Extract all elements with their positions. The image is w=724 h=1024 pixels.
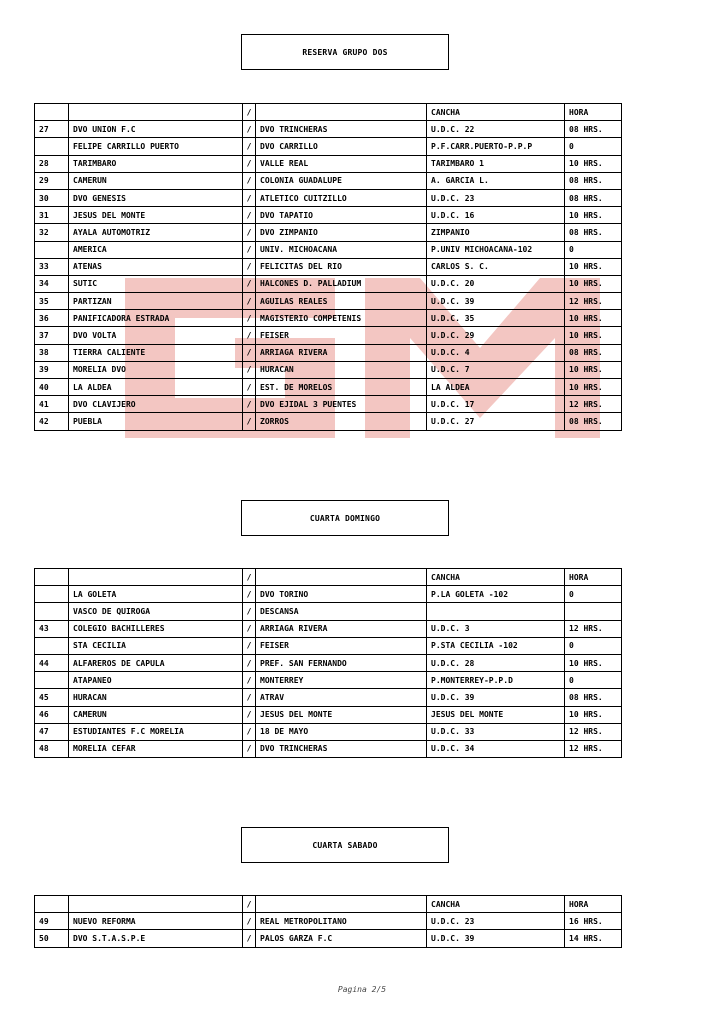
- cell-time: 10 HRS.: [565, 654, 622, 671]
- table-row: [35, 189, 622, 206]
- table-row: [35, 672, 622, 689]
- table-row: [35, 413, 622, 430]
- cell-field: U.D.C. 7: [427, 361, 565, 378]
- cell-home-team: LA GOLETA: [69, 586, 243, 603]
- cell-time: 12 HRS.: [565, 723, 622, 740]
- cell-match-number: 47: [35, 723, 69, 740]
- cell-home-team: FELIPE CARRILLO PUERTO: [69, 138, 243, 155]
- cell-home-team: PANIFICADORA ESTRADA: [69, 310, 243, 327]
- cell-time: 08 HRS.: [565, 344, 622, 361]
- cell-away-team: DVO TAPATIO: [256, 207, 427, 224]
- table-row: [35, 379, 622, 396]
- cell-time: 14 HRS.: [565, 930, 622, 947]
- cell-away-team: HURACAN: [256, 361, 427, 378]
- header-time: HORA: [565, 569, 622, 586]
- table-row: [35, 293, 622, 310]
- table-row: [35, 344, 622, 361]
- table-row: [35, 241, 622, 258]
- cell-separator: /: [243, 121, 256, 138]
- cell-home-team: DVO CLAVIJERO: [69, 396, 243, 413]
- cell-home-team: DVO S.T.A.S.P.E: [69, 930, 243, 947]
- cell-separator: /: [243, 396, 256, 413]
- cell-separator: /: [243, 379, 256, 396]
- cell-away-team: JESUS DEL MONTE: [256, 706, 427, 723]
- cell-away-team: REAL METROPOLITANO: [256, 913, 427, 930]
- cell-home-team: PUEBLA: [69, 413, 243, 430]
- table-row: [35, 327, 622, 344]
- cell-field: U.D.C. 28: [427, 654, 565, 671]
- cell-separator: /: [243, 361, 256, 378]
- cell-time: 0: [565, 586, 622, 603]
- cell-field: U.D.C. 20: [427, 275, 565, 292]
- cell-separator: /: [243, 706, 256, 723]
- cell-away-team: 18 DE MAYO: [256, 723, 427, 740]
- table-header-row: [35, 896, 622, 913]
- cell-field: U.D.C. 33: [427, 723, 565, 740]
- cell-field: P.LA GOLETA -102: [427, 586, 565, 603]
- schedule-table-cuarta-domingo: [34, 568, 622, 758]
- cell-time: 10 HRS.: [565, 207, 622, 224]
- cell-separator: /: [243, 344, 256, 361]
- cell-away-team: ARRIAGA RIVERA: [256, 344, 427, 361]
- cell-time: 08 HRS.: [565, 121, 622, 138]
- cell-away-team: DVO EJIDAL 3 PUENTES: [256, 396, 427, 413]
- cell-time: 0: [565, 241, 622, 258]
- cell-field: U.D.C. 17: [427, 396, 565, 413]
- table-row: [35, 913, 622, 930]
- cell-time: 12 HRS.: [565, 740, 622, 757]
- table-row: [35, 310, 622, 327]
- cell-match-number: 36: [35, 310, 69, 327]
- cell-match-number: 49: [35, 913, 69, 930]
- cell-home-team: COLEGIO BACHILLERES: [69, 620, 243, 637]
- cell-time: 08 HRS.: [565, 189, 622, 206]
- table-row: [35, 706, 622, 723]
- cell-time: 16 HRS.: [565, 913, 622, 930]
- cell-field: U.D.C. 4: [427, 344, 565, 361]
- header-away-team: [256, 569, 427, 586]
- cell-separator: /: [243, 138, 256, 155]
- cell-match-number: 30: [35, 189, 69, 206]
- table-row: [35, 930, 622, 947]
- cell-away-team: DESCANSA: [256, 603, 427, 620]
- cell-field: TARIMBARO 1: [427, 155, 565, 172]
- cell-separator: /: [243, 293, 256, 310]
- cell-away-team: PREF. SAN FERNANDO: [256, 654, 427, 671]
- cell-match-number: 29: [35, 172, 69, 189]
- cell-field: U.D.C. 22: [427, 121, 565, 138]
- cell-field: U.D.C. 27: [427, 413, 565, 430]
- cell-match-number: 41: [35, 396, 69, 413]
- cell-separator: /: [243, 723, 256, 740]
- cell-match-number: 32: [35, 224, 69, 241]
- cell-match-number: 39: [35, 361, 69, 378]
- cell-away-team: VALLE REAL: [256, 155, 427, 172]
- cell-field: ZIMPANIO: [427, 224, 565, 241]
- cell-match-number: 44: [35, 654, 69, 671]
- cell-time: 08 HRS.: [565, 172, 622, 189]
- cell-separator: /: [243, 654, 256, 671]
- cell-home-team: CAMERUN: [69, 172, 243, 189]
- cell-home-team: ATAPANEO: [69, 672, 243, 689]
- cell-separator: /: [243, 155, 256, 172]
- cell-home-team: AYALA AUTOMOTRIZ: [69, 224, 243, 241]
- header-home-team: [69, 896, 243, 913]
- cell-field: U.D.C. 39: [427, 930, 565, 947]
- cell-away-team: HALCONES D. PALLADIUM: [256, 275, 427, 292]
- table-row: [35, 603, 622, 620]
- cell-time: [565, 603, 622, 620]
- cell-match-number: 37: [35, 327, 69, 344]
- cell-match-number: 50: [35, 930, 69, 947]
- table-row: [35, 740, 622, 757]
- cell-match-number: 34: [35, 275, 69, 292]
- cell-time: 10 HRS.: [565, 361, 622, 378]
- table-row: [35, 207, 622, 224]
- table-header-row: [35, 569, 622, 586]
- cell-home-team: PARTIZAN: [69, 293, 243, 310]
- header-field: CANCHA: [427, 896, 565, 913]
- cell-separator: /: [243, 740, 256, 757]
- cell-home-team: TIERRA CALIENTE: [69, 344, 243, 361]
- cell-field: U.D.C. 39: [427, 293, 565, 310]
- cell-separator: /: [243, 413, 256, 430]
- cell-separator: /: [243, 620, 256, 637]
- cell-home-team: ESTUDIANTES F.C MORELIA: [69, 723, 243, 740]
- cell-match-number: 28: [35, 155, 69, 172]
- cell-separator: /: [243, 310, 256, 327]
- cell-time: 10 HRS.: [565, 706, 622, 723]
- table-row: [35, 172, 622, 189]
- header-separator: /: [243, 104, 256, 121]
- cell-away-team: PALOS GARZA F.C: [256, 930, 427, 947]
- header-home-team: [69, 104, 243, 121]
- cell-home-team: TARIMBARO: [69, 155, 243, 172]
- header-away-team: [256, 896, 427, 913]
- cell-away-team: DVO TORINO: [256, 586, 427, 603]
- cell-match-number: 48: [35, 740, 69, 757]
- table-row: [35, 138, 622, 155]
- section-title-cuarta-domingo: CUARTA DOMINGO: [241, 500, 449, 536]
- cell-away-team: DVO TRINCHERAS: [256, 121, 427, 138]
- header-time: HORA: [565, 896, 622, 913]
- cell-time: 12 HRS.: [565, 620, 622, 637]
- cell-match-number: [35, 603, 69, 620]
- cell-home-team: MORELIA DVO: [69, 361, 243, 378]
- cell-field: JESUS DEL MONTE: [427, 706, 565, 723]
- table-row: [35, 275, 622, 292]
- header-match-number: [35, 569, 69, 586]
- table-row: [35, 396, 622, 413]
- cell-separator: /: [243, 672, 256, 689]
- cell-match-number: 33: [35, 258, 69, 275]
- table-row: [35, 620, 622, 637]
- cell-match-number: 45: [35, 689, 69, 706]
- cell-match-number: [35, 138, 69, 155]
- table-row: [35, 361, 622, 378]
- cell-away-team: MAGISTERIO COMPETENIS: [256, 310, 427, 327]
- page-number: Pagina 2/5: [337, 985, 387, 994]
- cell-match-number: 27: [35, 121, 69, 138]
- cell-home-team: DVO GENESIS: [69, 189, 243, 206]
- cell-time: 08 HRS.: [565, 689, 622, 706]
- cell-field: U.D.C. 23: [427, 913, 565, 930]
- cell-time: 10 HRS.: [565, 155, 622, 172]
- cell-home-team: NUEVO REFORMA: [69, 913, 243, 930]
- cell-away-team: FEISER: [256, 637, 427, 654]
- header-match-number: [35, 104, 69, 121]
- cell-time: 10 HRS.: [565, 310, 622, 327]
- cell-away-team: DVO TRINCHERAS: [256, 740, 427, 757]
- cell-home-team: DVO UNION F.C: [69, 121, 243, 138]
- cell-separator: /: [243, 224, 256, 241]
- cell-away-team: ARRIAGA RIVERA: [256, 620, 427, 637]
- cell-home-team: JESUS DEL MONTE: [69, 207, 243, 224]
- header-match-number: [35, 896, 69, 913]
- cell-separator: /: [243, 689, 256, 706]
- cell-match-number: 31: [35, 207, 69, 224]
- cell-separator: /: [243, 603, 256, 620]
- cell-home-team: VASCO DE QUIROGA: [69, 603, 243, 620]
- cell-home-team: STA CECILIA: [69, 637, 243, 654]
- cell-field: U.D.C. 34: [427, 740, 565, 757]
- cell-separator: /: [243, 258, 256, 275]
- cell-away-team: AGUILAS REALES: [256, 293, 427, 310]
- cell-separator: /: [243, 913, 256, 930]
- table-row: [35, 586, 622, 603]
- cell-match-number: 43: [35, 620, 69, 637]
- schedule-table-reserva: [34, 103, 622, 431]
- cell-away-team: DVO CARRILLO: [256, 138, 427, 155]
- cell-away-team: FEISER: [256, 327, 427, 344]
- header-separator: /: [243, 896, 256, 913]
- cell-match-number: 35: [35, 293, 69, 310]
- cell-away-team: EST. DE MORELOS: [256, 379, 427, 396]
- cell-field: U.D.C. 23: [427, 189, 565, 206]
- cell-field: A. GARCIA L.: [427, 172, 565, 189]
- cell-separator: /: [243, 327, 256, 344]
- cell-time: 0: [565, 672, 622, 689]
- cell-away-team: COLONIA GUADALUPE: [256, 172, 427, 189]
- cell-time: 10 HRS.: [565, 327, 622, 344]
- section-title-cuarta-sabado: CUARTA SABADO: [241, 827, 449, 863]
- cell-field: P.UNIV MICHOACANA-102: [427, 241, 565, 258]
- cell-home-team: SUTIC: [69, 275, 243, 292]
- cell-away-team: UNIV. MICHOACANA: [256, 241, 427, 258]
- cell-separator: /: [243, 189, 256, 206]
- cell-home-team: HURACAN: [69, 689, 243, 706]
- cell-match-number: [35, 241, 69, 258]
- table-row: [35, 258, 622, 275]
- cell-separator: /: [243, 637, 256, 654]
- cell-away-team: ATRAV: [256, 689, 427, 706]
- cell-time: 12 HRS.: [565, 396, 622, 413]
- cell-time: 08 HRS.: [565, 224, 622, 241]
- header-field: CANCHA: [427, 104, 565, 121]
- cell-home-team: CAMERUN: [69, 706, 243, 723]
- cell-match-number: [35, 672, 69, 689]
- cell-match-number: 42: [35, 413, 69, 430]
- cell-time: 10 HRS.: [565, 379, 622, 396]
- cell-match-number: 46: [35, 706, 69, 723]
- cell-field: U.D.C. 3: [427, 620, 565, 637]
- header-separator: /: [243, 569, 256, 586]
- cell-separator: /: [243, 275, 256, 292]
- section-title-reserva: RESERVA GRUPO DOS: [241, 34, 449, 70]
- cell-field: U.D.C. 16: [427, 207, 565, 224]
- header-time: HORA: [565, 104, 622, 121]
- table-row: [35, 224, 622, 241]
- cell-separator: /: [243, 241, 256, 258]
- cell-match-number: [35, 637, 69, 654]
- cell-home-team: LA ALDEA: [69, 379, 243, 396]
- cell-home-team: ALFAREROS DE CAPULA: [69, 654, 243, 671]
- header-field: CANCHA: [427, 569, 565, 586]
- table-row: [35, 689, 622, 706]
- cell-match-number: 38: [35, 344, 69, 361]
- header-away-team: [256, 104, 427, 121]
- cell-home-team: AMERICA: [69, 241, 243, 258]
- table-row: [35, 723, 622, 740]
- cell-home-team: ATENAS: [69, 258, 243, 275]
- cell-away-team: ATLETICO CUITZILLO: [256, 189, 427, 206]
- cell-field: P.STA CECILIA -102: [427, 637, 565, 654]
- cell-separator: /: [243, 930, 256, 947]
- cell-time: 0: [565, 138, 622, 155]
- cell-field: P.MONTERREY-P.P.D: [427, 672, 565, 689]
- table-row: [35, 637, 622, 654]
- cell-field: U.D.C. 39: [427, 689, 565, 706]
- header-home-team: [69, 569, 243, 586]
- cell-time: 12 HRS.: [565, 293, 622, 310]
- cell-time: 10 HRS.: [565, 275, 622, 292]
- cell-match-number: [35, 586, 69, 603]
- cell-separator: /: [243, 207, 256, 224]
- cell-home-team: MORELIA CEFAR: [69, 740, 243, 757]
- cell-field: CARLOS S. C.: [427, 258, 565, 275]
- cell-match-number: 40: [35, 379, 69, 396]
- table-header-row: [35, 104, 622, 121]
- cell-field: U.D.C. 35: [427, 310, 565, 327]
- cell-separator: /: [243, 586, 256, 603]
- cell-away-team: DVO ZIMPANIO: [256, 224, 427, 241]
- cell-time: 0: [565, 637, 622, 654]
- cell-field: LA ALDEA: [427, 379, 565, 396]
- schedule-table-cuarta-sabado: [34, 895, 622, 948]
- table-row: [35, 155, 622, 172]
- cell-field: [427, 603, 565, 620]
- cell-field: P.F.CARR.PUERTO-P.P.P: [427, 138, 565, 155]
- cell-home-team: DVO VOLTA: [69, 327, 243, 344]
- table-row: [35, 121, 622, 138]
- table-row: [35, 654, 622, 671]
- cell-time: 08 HRS.: [565, 413, 622, 430]
- cell-time: 10 HRS.: [565, 258, 622, 275]
- cell-away-team: MONTERREY: [256, 672, 427, 689]
- cell-field: U.D.C. 29: [427, 327, 565, 344]
- cell-away-team: FELICITAS DEL RIO: [256, 258, 427, 275]
- cell-away-team: ZORROS: [256, 413, 427, 430]
- cell-separator: /: [243, 172, 256, 189]
